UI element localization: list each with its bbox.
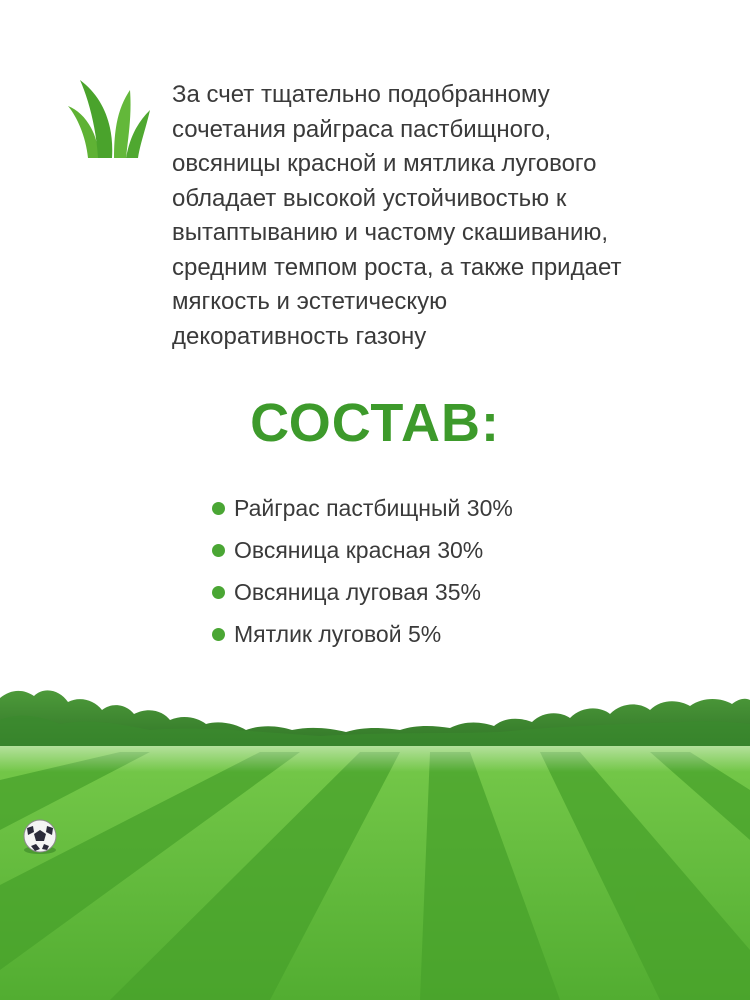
description-line: сочетания райграса пастбищного,: [172, 115, 552, 143]
list-item: [212, 571, 513, 613]
green-dot-icon: [212, 586, 225, 599]
list-item: [212, 487, 513, 529]
grass-logo-icon: [66, 76, 150, 160]
composition-item-label: Райграс пастбищный 30%: [234, 494, 513, 521]
description-line: средним темпом роста, а также придает: [172, 253, 622, 281]
product-description: [172, 78, 712, 354]
description-line: мягкость и эстетическую: [172, 288, 448, 315]
composition-item-label: Овсяница луговая 35%: [234, 578, 481, 605]
composition-item-label: Мятлик луговой 5%: [234, 620, 442, 647]
lawn-field-image: [0, 680, 750, 1000]
description-line: обладает высокой устойчивостью к: [172, 184, 567, 212]
tree-line: [0, 690, 750, 752]
composition-title: СОСТАВ:: [250, 393, 500, 453]
green-dot-icon: [212, 628, 225, 641]
description-line: овсяницы красной и мятлика лугового: [172, 150, 597, 177]
soccer-ball-icon: [24, 820, 56, 854]
composition-item-label: Овсяница красная 30%: [234, 536, 484, 563]
description-line: За счет тщательно подобранному: [172, 81, 550, 108]
description-line: вытаптыванию и частому скашиванию,: [172, 219, 609, 246]
description-line: декоративность газону: [172, 322, 427, 350]
list-item: [212, 613, 513, 655]
composition-list: [212, 487, 513, 655]
list-item: [212, 529, 513, 571]
green-dot-icon: [212, 502, 225, 515]
green-dot-icon: [212, 544, 225, 557]
